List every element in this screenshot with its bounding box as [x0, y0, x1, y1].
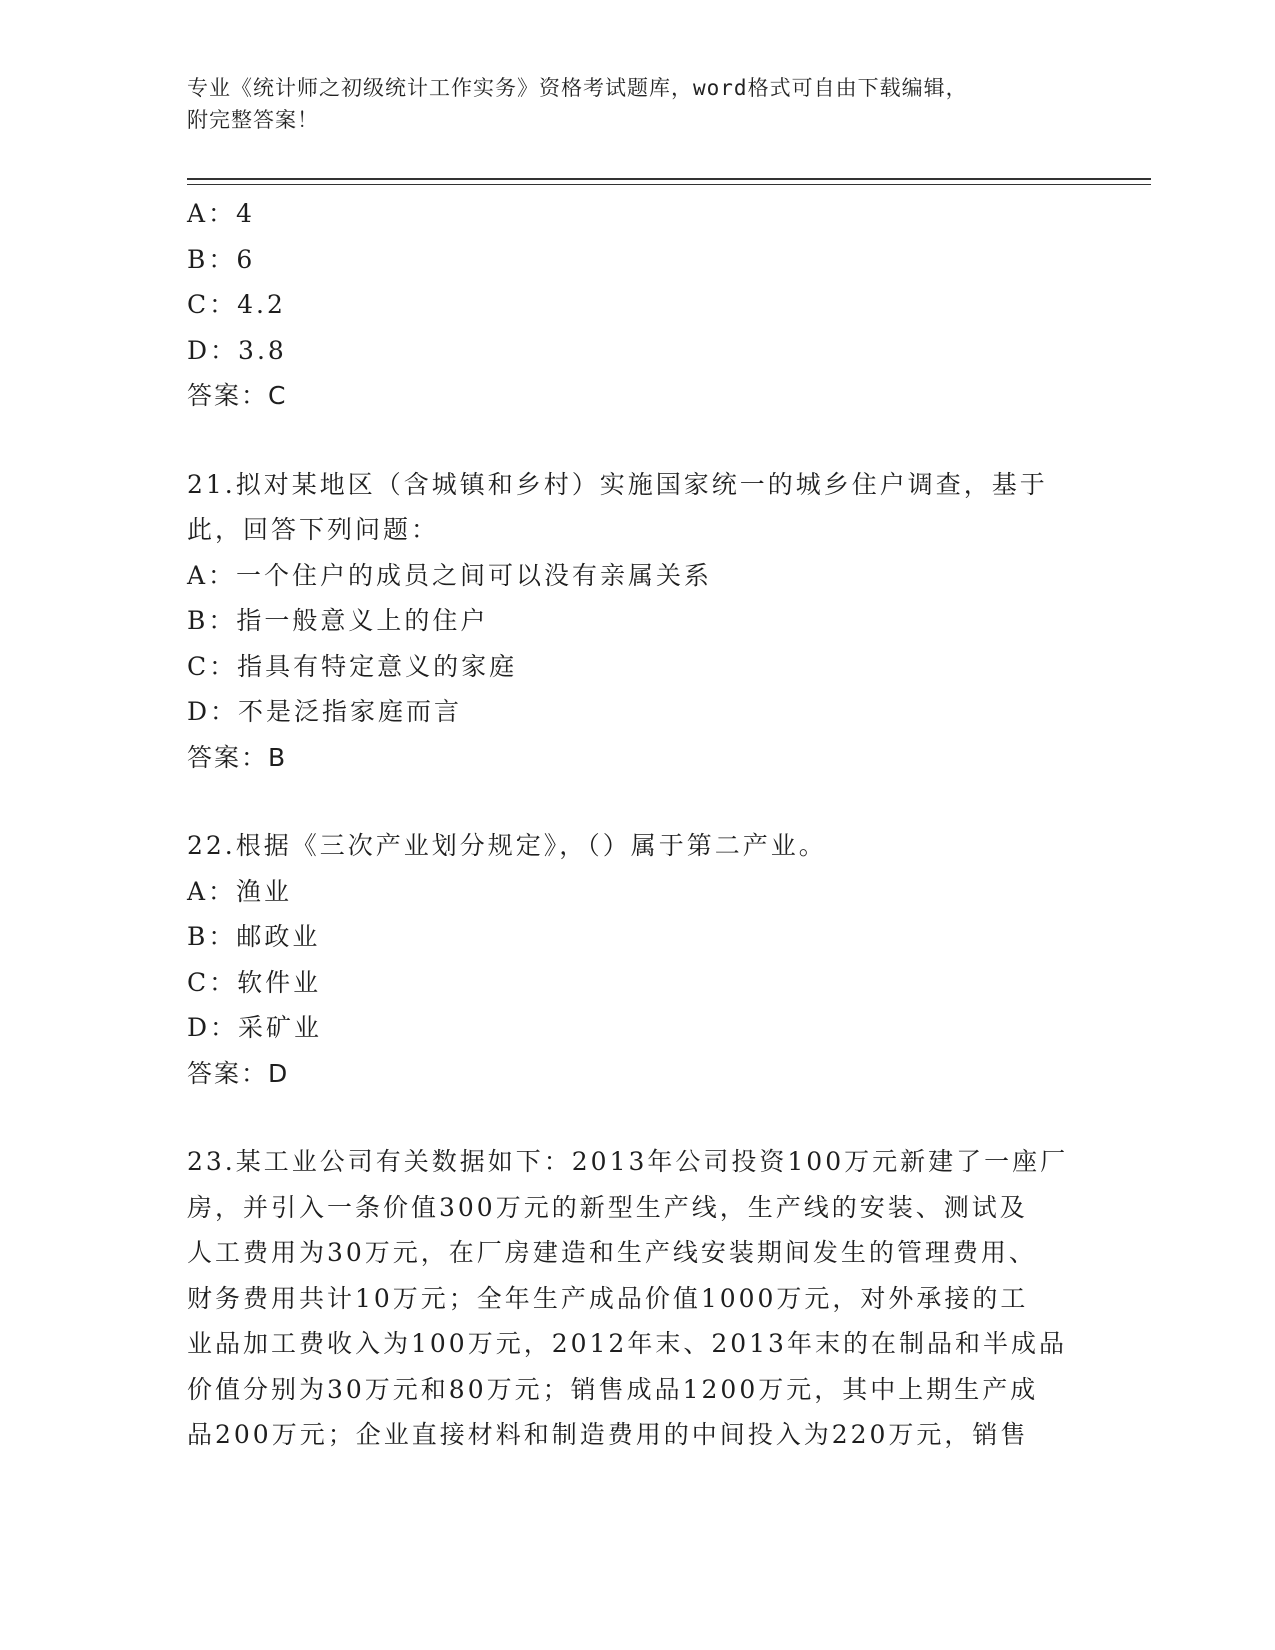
question-20-block [187, 191, 1087, 419]
question-stem-line: 品200万元；企业直接材料和制造费用的中间投入为220万元，销售 [187, 1420, 1029, 1449]
option-c: C：软件业 [187, 967, 322, 997]
question-content [187, 191, 1087, 1458]
header-divider-thick [187, 178, 1151, 180]
answer-line: 答案：B [187, 742, 288, 772]
spacer [187, 1096, 1087, 1139]
header-divider-thin [187, 184, 1151, 185]
spacer [187, 419, 1087, 462]
question-22-block [187, 823, 1087, 1096]
option-a: A：4 [187, 199, 255, 228]
answer-line: 答案：D [187, 1058, 290, 1088]
header-line-1: 专业《统计师之初级统计工作实务》资格考试题库，word格式可自由下载编辑， [187, 76, 968, 100]
question-stem-line: 价值分别为30万元和80万元；销售成品1200万元，其中上期生产成 [187, 1374, 1039, 1404]
question-stem-line: 此，回答下列问题： [187, 515, 440, 544]
option-a: A：一个住户的成员之间可以没有亲属关系 [187, 560, 713, 590]
document-header [187, 72, 1067, 136]
question-stem-line: 业品加工费收入为100万元，2012年末、2013年末的在制品和半成品 [187, 1329, 1067, 1358]
option-d: D：采矿业 [187, 1013, 323, 1042]
question-23-block [187, 1139, 1087, 1458]
option-d: D：3.8 [187, 335, 287, 365]
question-stem-line: 财务费用共计10万元；全年生产成品价值1000万元，对外承接的工 [187, 1283, 1029, 1313]
option-c: C：4.2 [187, 290, 286, 319]
option-d: D：不是泛指家庭而言 [187, 697, 463, 726]
question-stem-line: 22.根据《三次产业划分规定》，（）属于第二产业。 [187, 831, 827, 860]
header-line-2: 附完整答案！ [187, 108, 319, 132]
question-stem-line: 房，并引入一条价值300万元的新型生产线，生产线的安装、测试及 [187, 1192, 1028, 1222]
option-a: A：渔业 [187, 876, 293, 906]
spacer [187, 780, 1087, 823]
option-b: B：指一般意义上的住户 [187, 606, 489, 635]
answer-line: 答案：C [187, 381, 288, 410]
question-21-block [187, 462, 1087, 781]
question-stem-line: 21.拟对某地区（含城镇和乡村）实施国家统一的城乡住户调查，基于 [187, 469, 1048, 499]
option-c: C：指具有特定意义的家庭 [187, 651, 518, 681]
question-stem-line: 人工费用为30万元，在厂房建造和生产线安装期间发生的管理费用、 [187, 1238, 1037, 1267]
option-b: B：6 [187, 244, 256, 274]
option-b: B：邮政业 [187, 922, 321, 951]
question-stem-line: 23.某工业公司有关数据如下：2013年公司投资100万元新建了一座厂 [187, 1147, 1069, 1176]
